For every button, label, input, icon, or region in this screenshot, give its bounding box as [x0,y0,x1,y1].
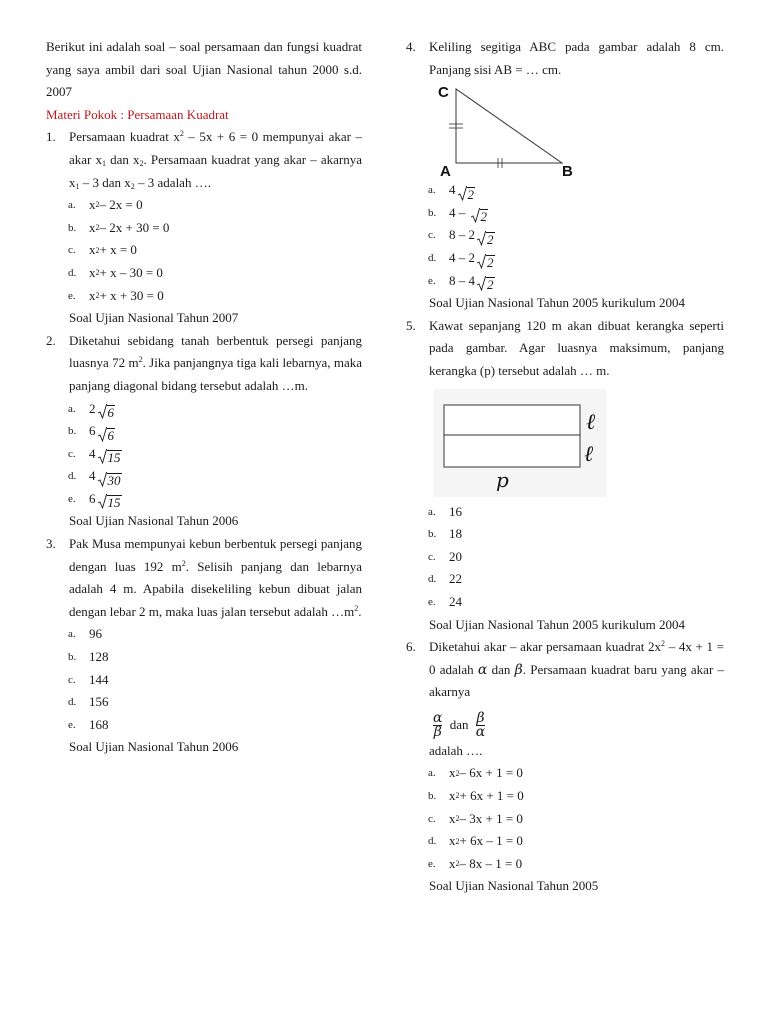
option-letter: c. [428,229,436,242]
sqrt-icon [98,472,107,487]
question-number: 5. [406,317,416,333]
option-prefix: 4 – [449,204,469,220]
option-a: a. x 2 – 6x + 1 = 0 [428,762,724,785]
question-text [69,330,362,398]
option-a [68,398,362,421]
option-text: + x + 30 = 0 [99,287,164,303]
option-text: + x – 30 = 0 [99,264,163,280]
option-e [68,488,362,511]
option-e [68,714,362,737]
option-letter: a. [428,505,436,518]
coefficient: 6 [89,423,96,439]
sqrt-icon [98,449,107,464]
option-prefix: 8 – 2 [449,227,475,243]
radical-expression [89,398,115,421]
question-number: 1. [46,129,56,145]
option-letter: d. [68,696,77,709]
fraction-alpha-over-beta [433,712,442,739]
subscript: 1 [75,181,80,191]
numerator: β [476,710,485,727]
option-letter: a. [68,628,76,641]
option-text: – 2x + 30 = 0 [99,219,170,235]
option-letter: e. [68,718,76,731]
radicand: 15 [107,450,121,466]
option-text: 168 [89,716,109,732]
option-text: + 6x – 1 = 0 [459,833,523,849]
width-label: ℓ [586,409,596,435]
option-letter: e. [68,289,76,302]
radical-expression [449,247,495,270]
option-letter: d. [428,573,437,586]
option-d [428,247,724,270]
option-text: – 6x + 1 = 0 [459,765,523,781]
option-b [68,646,362,669]
option-d: d. x 2 + x – 30 = 0 [68,262,362,285]
question-2 [46,330,362,398]
option-text: x [449,810,456,826]
option-letter: b. [68,425,77,438]
fraction-beta-over-alpha [476,712,485,739]
option-letter: a. [68,199,76,212]
left-column [46,36,362,759]
option-letter: d. [68,470,77,483]
option-prefix: 4 – 2 [449,249,475,265]
sqrt-icon [477,254,486,269]
subscript: 1 [101,158,106,168]
text-part: . Jika panjangnya tiga kali lebarnya, maka panjang diagonal bidang tersebut adalah …m. [69,355,362,393]
question-source: Soal Ujian Nasional Tahun 2005 kurikulum 2004 [429,295,685,311]
radicand: 2 [487,277,494,293]
denominator: β [433,724,442,741]
vertex-label-c: C [438,84,449,102]
radical-expression [89,420,115,443]
sqrt-icon [98,494,107,509]
option-prefix: 4 [449,182,456,198]
text-part: – 5x + 6 = 0 mempunyai akar – akar x [69,129,362,167]
text-part: . [358,603,362,619]
vertex-label-a: A [440,163,451,180]
option-text: x [89,287,96,303]
option-letter: d. [428,835,437,848]
question-source: Soal Ujian Nasional Tahun 2006 [69,739,239,755]
question-source: Soal Ujian Nasional Tahun 2006 [69,513,239,529]
question-source: Soal Ujian Nasional Tahun 2005 [429,878,599,894]
question-number: 2. [46,332,56,348]
option-text: x [89,197,96,213]
options-list [46,194,362,307]
question-number: 3. [46,536,56,552]
options-list [46,623,362,736]
option-c: c. x 2 – 3x + 1 = 0 [428,808,724,831]
sqrt-icon [477,231,486,246]
option-b: b. x 2 + 6x + 1 = 0 [428,785,724,808]
option-letter: d. [68,266,77,279]
option-b: b. x 2 – 2x + 30 = 0 [68,217,362,240]
option-text: – 2x = 0 [99,197,143,213]
text-part: Diketahui sebidang tanah berbentuk persegi panjang luasnya 72 m [69,332,362,371]
superscript: 2 [138,355,143,365]
option-text: + 6x + 1 = 0 [459,788,524,804]
sqrt-icon [477,276,486,291]
option-text: x [449,833,456,849]
option-e [428,270,724,293]
radicand: 15 [107,495,121,511]
coefficient: 4 [89,445,96,461]
option-letter: e. [428,595,436,608]
option-a: a. x 2 – 2x = 0 [68,194,362,217]
option-letter: d. [428,251,437,264]
section-heading: Materi Pokok : Persamaan Kuadrat [46,106,229,122]
option-text: x [449,765,456,781]
option-text: x [449,855,456,871]
option-d: d. x 2 + 6x – 1 = 0 [428,830,724,853]
option-letter: b. [428,790,437,803]
text-part: . Selisih panjang dan lebarnya adalah 4 m. Apabila disekeliling kebun dibuat jalan dengan lebar 2 m, maka luas jalan tersebut adalah …m [69,558,363,619]
option-letter: c. [68,244,76,257]
radicand: 2 [480,209,487,225]
intro-paragraph: Berikut ini adalah soal – soal persamaan dan fungsi kuadrat yang saya ambil dari soal Ujian Nasional tahun 2000 s.d. 2007 [46,39,362,100]
option-text: 22 [449,571,462,587]
sqrt-icon [458,186,467,201]
option-text: 20 [449,548,462,564]
text-part: Persamaan kuadrat x [69,129,180,145]
question-number: 6. [406,639,416,655]
radicand: 2 [487,231,494,247]
text-part: – 3 dan x [79,174,131,190]
option-letter: c. [68,447,76,460]
question-text-continued [429,710,724,740]
option-prefix: 8 – 4 [449,272,475,288]
options-list [46,398,362,511]
option-text: 96 [89,626,102,642]
superscript: 2 [661,639,666,649]
coefficient: 2 [89,400,96,416]
option-text: 156 [89,694,109,710]
question-number: 4. [406,39,416,54]
option-text: x [89,219,96,235]
option-text: – 3x + 1 = 0 [459,810,523,826]
radicand: 30 [107,472,121,488]
question-3 [46,533,362,623]
text-part: . Persamaan kuadrat yang akar – akarnya x [69,151,362,190]
length-label: p [496,467,509,492]
question-text: Keliling segitiga ABC pada gambar adalah 8 cm. Panjang sisi AB = … cm. [429,39,724,77]
question-text [69,126,362,194]
radical-expression [449,224,495,247]
text-part: dan x [105,151,140,167]
subscript: 2 [130,181,135,191]
question-5 [406,315,724,383]
question-text [429,636,724,704]
option-text: x [89,264,96,280]
option-c: c. x 2 + x = 0 [68,239,362,262]
option-text: 18 [449,526,462,542]
option-text: 24 [449,593,462,609]
coefficient: 4 [89,468,96,484]
option-letter: b. [68,221,77,234]
option-b [68,420,362,443]
option-text: – 8x – 1 = 0 [459,855,523,871]
option-text: 16 [449,503,462,519]
option-text: x [449,788,456,804]
option-text: x [89,242,96,258]
option-letter: a. [428,184,436,197]
question-4 [406,36,724,81]
option-c [68,443,362,466]
option-e: e. x 2 + x + 30 = 0 [68,285,362,308]
option-letter: b. [428,206,437,219]
option-letter: e. [428,857,436,870]
question-text-end: adalah …. [429,742,483,758]
options-list [406,179,724,292]
option-c [428,224,724,247]
option-letter: b. [68,651,77,664]
question-source: Soal Ujian Nasional Tahun 2007 [69,310,239,326]
radical-expression [89,443,122,466]
numerator: α [433,710,443,727]
option-letter: c. [428,812,436,825]
text-part: – 3 adalah …. [134,174,211,190]
alpha-symbol: α [477,661,488,678]
radical-expression [89,488,122,511]
option-letter: c. [68,673,76,686]
radicand: 2 [487,254,494,270]
width-label: ℓ [584,441,594,467]
superscript: 2 [354,603,359,613]
denominator: α [475,724,486,741]
sqrt-icon [98,427,107,442]
sqrt-icon [471,208,480,223]
frame-rectangle [444,405,580,467]
superscript: 2 [181,558,186,568]
coefficient: 6 [89,490,96,506]
question-text [69,533,362,623]
radicand: 6 [107,405,114,421]
option-e: e. x 2 – 8x – 1 = 0 [428,853,724,876]
question-1 [46,126,362,194]
option-c [428,546,724,569]
triangle-shape [456,89,562,163]
beta-symbol: β [514,661,523,678]
options-list [406,501,724,614]
text-part: – 4x + 1 = 0 adalah [429,639,724,677]
option-letter: e. [68,492,76,505]
radical-expression [449,270,495,293]
question-source: Soal Ujian Nasional Tahun 2005 kurikulum 2004 [429,616,685,632]
option-e [428,591,724,614]
option-letter: b. [428,528,437,541]
option-d [68,691,362,714]
radicand: 2 [467,186,474,202]
text-part: dan [491,661,511,677]
option-d [428,568,724,591]
option-text: + x = 0 [99,242,137,258]
option-c [68,669,362,692]
text-part: . Persamaan kuadrat baru yang akar – akarnya [429,661,725,700]
option-letter: c. [428,550,436,563]
text-part: Pak Musa mempunyai kebun berbentuk persegi panjang dengan luas 192 m [69,536,362,574]
options-list [406,762,724,875]
option-letter: a. [68,402,76,415]
option-letter: a. [428,767,436,780]
option-b [428,202,724,225]
subscript: 2 [139,158,144,168]
option-d [68,465,362,488]
option-b [428,523,724,546]
option-a [428,179,724,202]
question-6 [406,636,724,762]
frame-figure [434,389,606,497]
option-a [428,501,724,524]
radicand: 6 [107,427,114,443]
text-part: dan [449,716,469,732]
option-text: 128 [89,649,109,665]
sqrt-icon [98,404,107,419]
question-text: Kawat sepanjang 120 m akan dibuat kerangka seperti pada gambar. Agar luasnya maksimum, panjang kerangka (p) tersebut adalah … m. [429,317,724,378]
option-a [68,623,362,646]
radical-expression [449,202,488,225]
vertex-label-b: B [562,163,573,180]
radical-expression [449,179,475,202]
radical-expression [89,465,122,488]
superscript: 2 [179,129,184,139]
triangle-figure [434,83,584,179]
option-text: 144 [89,671,109,687]
text-part: Diketahui akar – akar persamaan kuadrat 2x [429,639,662,655]
option-letter: e. [428,274,436,287]
right-column [406,36,724,898]
